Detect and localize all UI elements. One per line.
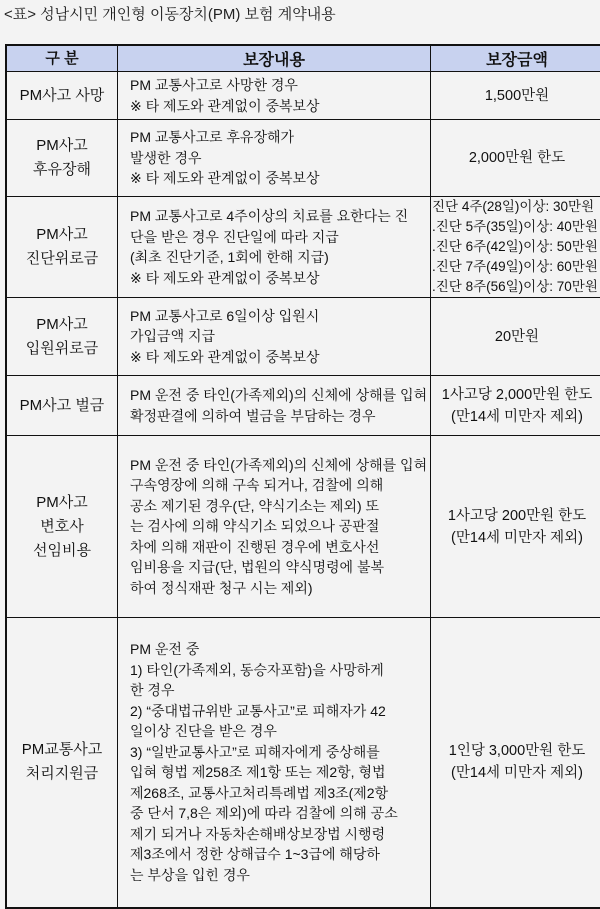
row-content-line: 구속영장에 의해 구속 되거나, 검찰에 의해	[130, 475, 430, 496]
row-category-line: 변호사	[7, 515, 117, 539]
insurance-coverage-table	[5, 44, 600, 909]
row-amount-line: .진단 8주(56일)이상: 70만원	[432, 277, 600, 297]
row-amount	[431, 376, 600, 436]
row-amount-line: (만14세 미만자 제외)	[431, 527, 600, 549]
table-row	[6, 298, 600, 376]
row-category	[6, 376, 118, 436]
row-content-line: 임비용을 지급(단, 법원의 약식명령에 불복	[130, 557, 430, 578]
row-content	[118, 298, 431, 376]
row-content-line: PM 운전 중 타인(가족제외)의 신체에 상해를 입혀	[130, 455, 430, 476]
row-amount-line: 1,500만원	[431, 85, 600, 107]
row-amount-line: .진단 6주(42일)이상: 50만원	[432, 237, 600, 257]
row-content-line: 중 단서 7,8은 제외)에 따라 검찰에 의해 공소	[130, 803, 430, 824]
row-content	[118, 618, 431, 908]
header-category: 구 분	[6, 45, 118, 72]
table-row	[6, 436, 600, 618]
row-content-line: 하여 정식재판 청구 시는 제외)	[130, 578, 430, 599]
row-content-line: 제기 되거나 자동차손해배상보장법 시행령	[130, 824, 430, 845]
table-row	[6, 618, 600, 908]
row-content-line: 는 검사에 의해 약식기소 되었으나 공판절	[130, 516, 430, 537]
row-content-line: (최초 진단기준, 1회에 한해 지급)	[130, 247, 430, 268]
row-content	[118, 72, 431, 120]
row-amount	[431, 436, 600, 618]
row-category	[6, 72, 118, 120]
row-amount-line: .진단 5주(35일)이상: 40만원	[432, 217, 600, 237]
row-amount-line: 1사고당 2,000만원 한도	[431, 384, 600, 406]
row-category	[6, 436, 118, 618]
row-content	[118, 197, 431, 298]
row-content-line: ※ 타 제도와 관계없이 중복보상	[130, 168, 430, 189]
header-content: 보장내용	[118, 45, 431, 72]
row-content-line: PM 운전 중	[130, 639, 430, 660]
row-amount-line: 2,000만원 한도	[431, 147, 600, 169]
row-category-line: 입원위로금	[7, 337, 117, 361]
row-category-line: PM사고	[7, 491, 117, 515]
row-category-line: PM교통사고	[7, 738, 117, 762]
row-amount-line: 진단 4주(28일)이상: 30만원	[432, 197, 600, 217]
row-amount	[431, 298, 600, 376]
row-category-line: 처리지원금	[7, 762, 117, 786]
row-content-line: 입혀 형법 제258조 제1항 또는 제2항, 형법	[130, 762, 430, 783]
row-content-line: ※ 타 제도와 관계없이 중복보상	[130, 347, 430, 368]
row-content	[118, 120, 431, 197]
row-content-line: PM 교통사고로 사망한 경우	[130, 75, 430, 96]
row-category	[6, 197, 118, 298]
row-amount-line: 1사고당 200만원 한도	[431, 505, 600, 527]
row-content-line: 발생한 경우	[130, 148, 430, 169]
row-content-line: 공소 제기된 경우(단, 약식기소는 제외) 또	[130, 496, 430, 517]
row-content-line: 는 부상을 입힌 경우	[130, 865, 430, 886]
row-content-line: 제268조, 교통사고처리특례법 제3조(제2항	[130, 783, 430, 804]
row-content	[118, 376, 431, 436]
row-category-line: PM사고	[7, 134, 117, 158]
row-amount	[431, 72, 600, 120]
row-content-line: 단을 받은 경우 진단일에 따라 지급	[130, 227, 430, 248]
row-content	[118, 436, 431, 618]
row-amount	[431, 618, 600, 908]
row-category-line: PM사고 사망	[7, 84, 117, 108]
row-content-line: 차에 의해 재판이 진행된 경우에 변호사선	[130, 537, 430, 558]
row-content-line: PM 교통사고로 4주이상의 치료를 요한다는 진	[130, 206, 430, 227]
table-row	[6, 72, 600, 120]
row-content-line: 한 경우	[130, 680, 430, 701]
row-category	[6, 298, 118, 376]
row-content-line: PM 교통사고로 후유장해가	[130, 127, 430, 148]
table-row	[6, 197, 600, 298]
row-content-line: PM 교통사고로 6일이상 입원시	[130, 306, 430, 327]
header-amount: 보장금액	[431, 45, 600, 72]
row-amount-line: (만14세 미만자 제외)	[431, 762, 600, 784]
row-content-line: 3) “일반교통사고”로 피해자에게 중상해를	[130, 742, 430, 763]
row-content-line: 2) “중대법규위반 교통사고”로 피해자가 42	[130, 701, 430, 722]
row-amount	[431, 120, 600, 197]
row-category	[6, 120, 118, 197]
row-content-line: 확정판결에 의하여 벌금을 부담하는 경우	[130, 406, 430, 427]
row-content-line: PM 운전 중 타인(가족제외)의 신체에 상해를 입혀	[130, 385, 430, 406]
row-category-line: 후유장해	[7, 158, 117, 182]
row-content-line: ※ 타 제도와 관계없이 중복보상	[130, 268, 430, 289]
row-amount-line: 1인당 3,000만원 한도	[431, 740, 600, 762]
table-header-row	[6, 45, 600, 72]
row-category-line: PM사고	[7, 313, 117, 337]
table-row	[6, 120, 600, 197]
row-amount	[431, 197, 600, 298]
row-content-line: ※ 타 제도와 관계없이 중복보상	[130, 96, 430, 117]
row-category	[6, 618, 118, 908]
row-category-line: 진단위로금	[7, 247, 117, 271]
row-content-line: 가입금액 지급	[130, 326, 430, 347]
row-category-line: 선임비용	[7, 539, 117, 563]
table-caption: <표> 성남시민 개인형 이동장치(PM) 보험 계약내용	[4, 3, 336, 24]
row-content-line: 일이상 진단을 받은 경우	[130, 721, 430, 742]
row-amount-line: (만14세 미만자 제외)	[431, 406, 600, 428]
table-row	[6, 376, 600, 436]
row-category-line: PM사고	[7, 223, 117, 247]
row-content-line: 제3조에서 정한 상해급수 1~3급에 해당하	[130, 844, 430, 865]
row-amount-line: 20만원	[431, 326, 600, 348]
row-category-line: PM사고 벌금	[7, 394, 117, 418]
row-content-line: 1) 타인(가족제외, 동승자포함)을 사망하게	[130, 660, 430, 681]
row-amount-line: .진단 7주(49일)이상: 60만원	[432, 257, 600, 277]
